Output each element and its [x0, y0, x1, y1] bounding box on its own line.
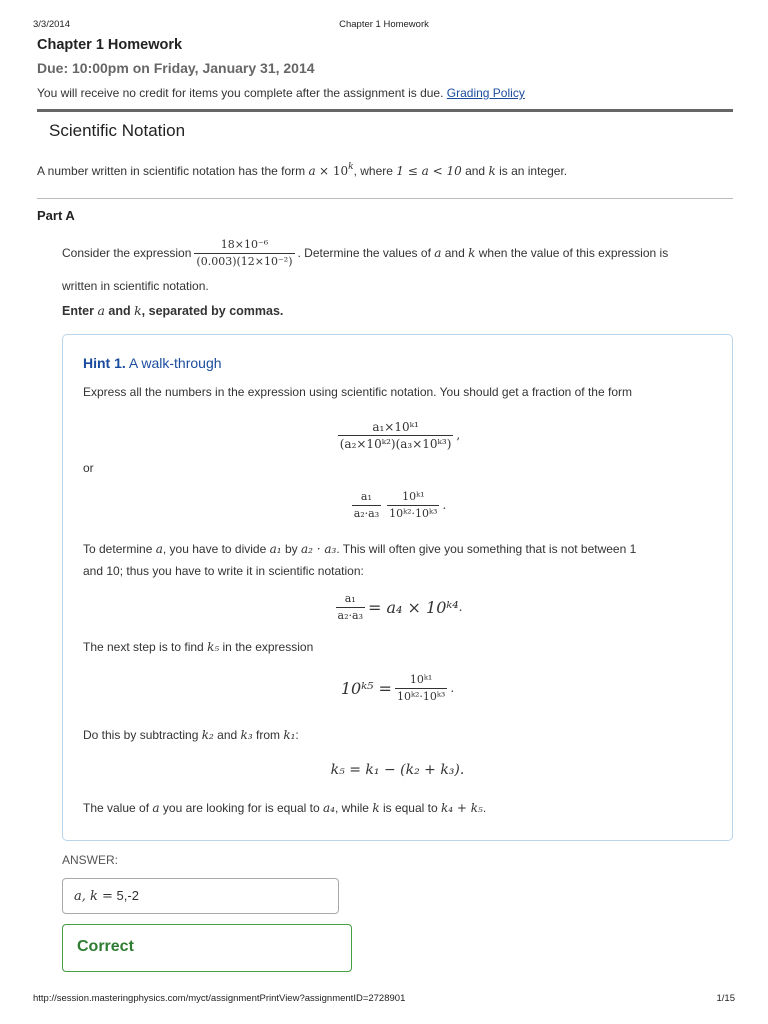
answer-field[interactable] — [62, 878, 339, 914]
print-date: 3/3/2014 — [33, 19, 70, 30]
due-date: Due: 10:00pm on Friday, January 31, 2014 — [37, 60, 315, 76]
math-times-ten: × 10 — [318, 164, 349, 178]
credit-notice — [37, 86, 525, 100]
hint-equation-2: $\frac{\text{a₁}}{\text{a₂·a₃}}$ $\frac{\text{10ᵏ¹}}{\text{10ᵏ²·10ᵏ³}}$ . — [353, 489, 447, 520]
math-a: a — [308, 164, 316, 178]
hint-title-text: A walk-through — [128, 355, 222, 371]
hint-paragraph-2: To determine a, you have to divide a₁ by a₂ · a₃. This will often give you something that is not between 1 — [83, 542, 637, 556]
print-url: http://session.masteringphysics.com/myct/assignmentPrintView?assignmentID=2728901 — [33, 993, 406, 1004]
answer-prefix: a, k = — [74, 889, 113, 904]
hint-or: or — [83, 461, 94, 475]
expression-numerator: 18×10⁻⁶ — [220, 237, 269, 251]
instruction: Enter a and k, separated by commas. — [62, 303, 284, 318]
hint-equation-4: 10ᵏ⁵ = $\frac{\text{10ᵏ¹}}{\text{10ᵏ²·10ᵏ³}}$ . — [340, 672, 455, 703]
math-k: k — [488, 164, 496, 178]
hint-panel — [62, 334, 733, 841]
print-page-number: 1/15 — [716, 993, 735, 1004]
hint-paragraph-3: The next step is to find k₅ in the expression — [83, 640, 314, 654]
credit-text: You will receive no credit for items you complete after the assignment is due. — [37, 86, 444, 100]
hint-paragraph-2b: and 10; thus you have to write it in scientific notation: — [83, 564, 364, 578]
section-title: Scientific Notation — [49, 121, 186, 140]
hint-paragraph-5: The value of a you are looking for is equal to a₄, while k is equal to k₄ + k₅. — [83, 801, 487, 815]
correct-feedback: Correct — [62, 924, 352, 972]
scientific-notation-definition: A number written in scientific notation has the form $a \times 10^k$, where 1 ≤ a < 10 and k is an integer. — [37, 162, 568, 178]
hint-equation-1: $\frac{\text{a₁×10ᵏ¹}}{\text{(a₂×10ᵏ²)(a₃×10ᵏ³)}}$ , — [339, 419, 461, 451]
hint-equation-5: k₅ = k₁ − (k₂ + k₃). — [330, 762, 465, 778]
hint-paragraph-4: Do this by subtracting k₂ and k₃ from k₁: — [83, 728, 299, 742]
section-divider — [37, 198, 733, 199]
expression-fraction — [194, 238, 294, 269]
print-title: Chapter 1 Homework — [339, 19, 429, 30]
expression-denominator: (0.003)(12×10⁻²) — [196, 254, 293, 268]
math-k-exponent: k — [348, 162, 354, 172]
grading-policy-link[interactable]: Grading Policy — [446, 86, 525, 100]
hint-equation-3: $\frac{\text{a₁}}{\text{a₂·a₃}}$ = a₄ × 10ᵏ⁴ . — [337, 591, 463, 622]
hint-paragraph-1: Express all the numbers in the expression using scientific notation. You should get a fraction of the form — [83, 385, 632, 399]
answer-value: 5,-2 — [116, 888, 139, 903]
hint-title[interactable] — [83, 355, 222, 371]
header-divider — [37, 109, 733, 112]
math-condition: 1 ≤ a < 10 — [396, 164, 462, 178]
hint-number: Hint 1. — [83, 355, 126, 371]
print-header — [33, 19, 735, 33]
print-footer — [33, 993, 735, 1007]
answer-label: ANSWER: — [62, 853, 119, 867]
part-label: Part A — [37, 208, 75, 223]
page-title: Chapter 1 Homework — [37, 37, 183, 53]
